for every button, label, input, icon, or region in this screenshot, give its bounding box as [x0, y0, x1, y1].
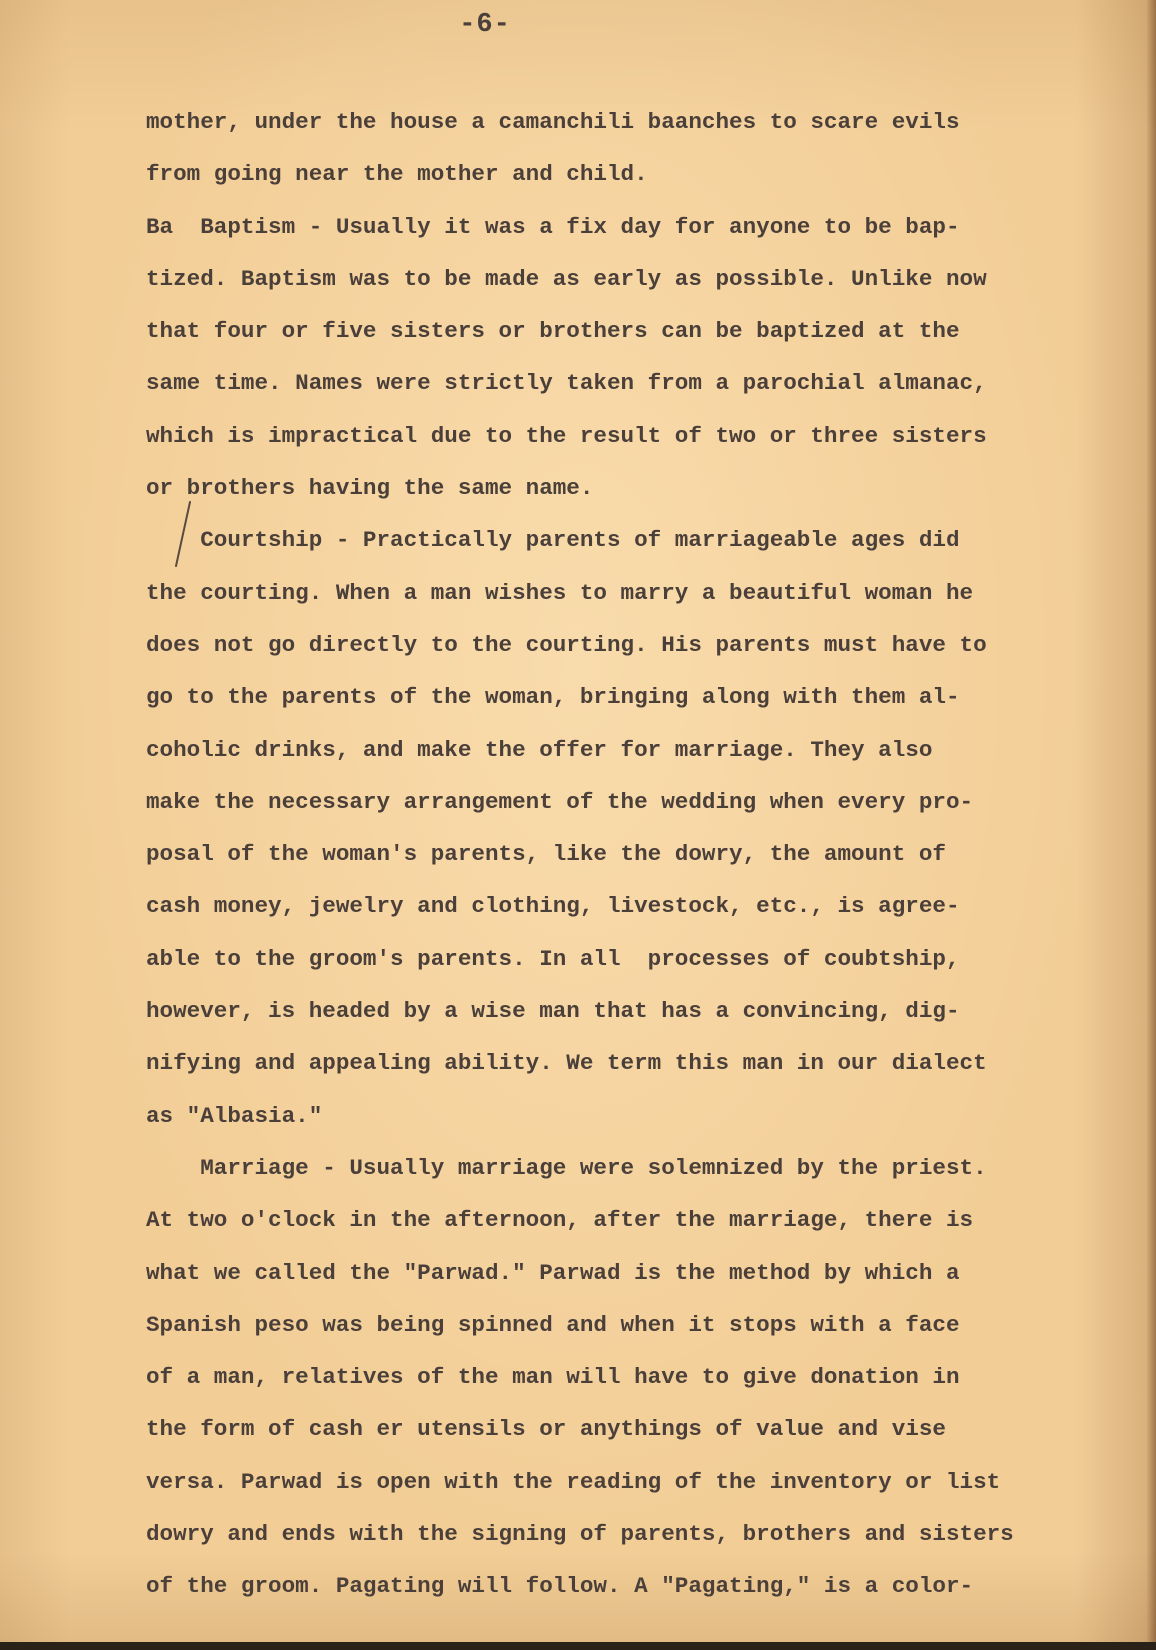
text-line: same time. Names were strictly taken from a parochial almanac, [146, 370, 987, 397]
text-line: At two o'clock in the afternoon, after the marriage, there is [146, 1207, 974, 1234]
text-line: Marriage - Usually marriage were solemnized by the priest. [146, 1154, 987, 1181]
text-line: however, is headed by a wise man that has a convincing, dig- [146, 998, 960, 1025]
text-line: what we called the "Parwad." Parwad is the method by which a [146, 1259, 960, 1286]
text-line: Courtship - Practically parents of marriageable ages did [146, 527, 960, 554]
text-line: coholic drinks, and make the offer for marriage. They also [146, 736, 933, 763]
page-right-edge-shadow [1146, 0, 1156, 1650]
text-line: of a man, relatives of the man will have to give donation in [146, 1364, 960, 1391]
text-line: does not go directly to the courting. His parents must have to [146, 631, 987, 658]
text-line: tized. Baptism was to be made as early as possible. Unlike now [146, 265, 987, 292]
page-number: -6- [459, 10, 511, 40]
text-line: able to the groom's parents. In all processes of coubtship, [146, 945, 960, 972]
text-line: make the necessary arrangement of the wedding when every pro- [146, 788, 974, 815]
text-line: dowry and ends with the signing of parents, brothers and sisters [146, 1521, 1014, 1548]
text-line: cash money, jewelry and clothing, livestock, etc., is agree- [146, 893, 960, 920]
text-line: from going near the mother and child. [146, 161, 648, 188]
text-line: Ba Baptism - Usually it was a fix day for anyone to be bap- [146, 213, 960, 240]
text-line: the form of cash er utensils or anythings of value and vise [146, 1416, 946, 1443]
text-line: nifying and appealing ability. We term this man in our dialect [146, 1050, 987, 1077]
text-line: mother, under the house a camanchili baanches to scare evils [146, 109, 960, 135]
text-line: of the groom. Pagating will follow. A "Pagating," is a color- [146, 1573, 974, 1600]
text-line: or brothers having the same name. [146, 475, 594, 502]
body-text [146, 102, 1126, 1619]
text-line: that four or five sisters or brothers can be baptized at the [146, 318, 960, 345]
text-line: go to the parents of the woman, bringing along with them al- [146, 684, 960, 711]
text-line: as "Albasia." [146, 1102, 323, 1129]
page-bottom-edge [0, 1642, 1156, 1650]
text-line: which is impractical due to the result of two or three sisters [146, 422, 987, 449]
text-line: the courting. When a man wishes to marry a beautiful woman he [146, 579, 974, 606]
text-line: versa. Parwad is open with the reading of the inventory or list [146, 1468, 1001, 1495]
text-line: posal of the woman's parents, like the dowry, the amount of [146, 841, 946, 868]
text-line: Spanish peso was being spinned and when it stops with a face [146, 1311, 960, 1338]
